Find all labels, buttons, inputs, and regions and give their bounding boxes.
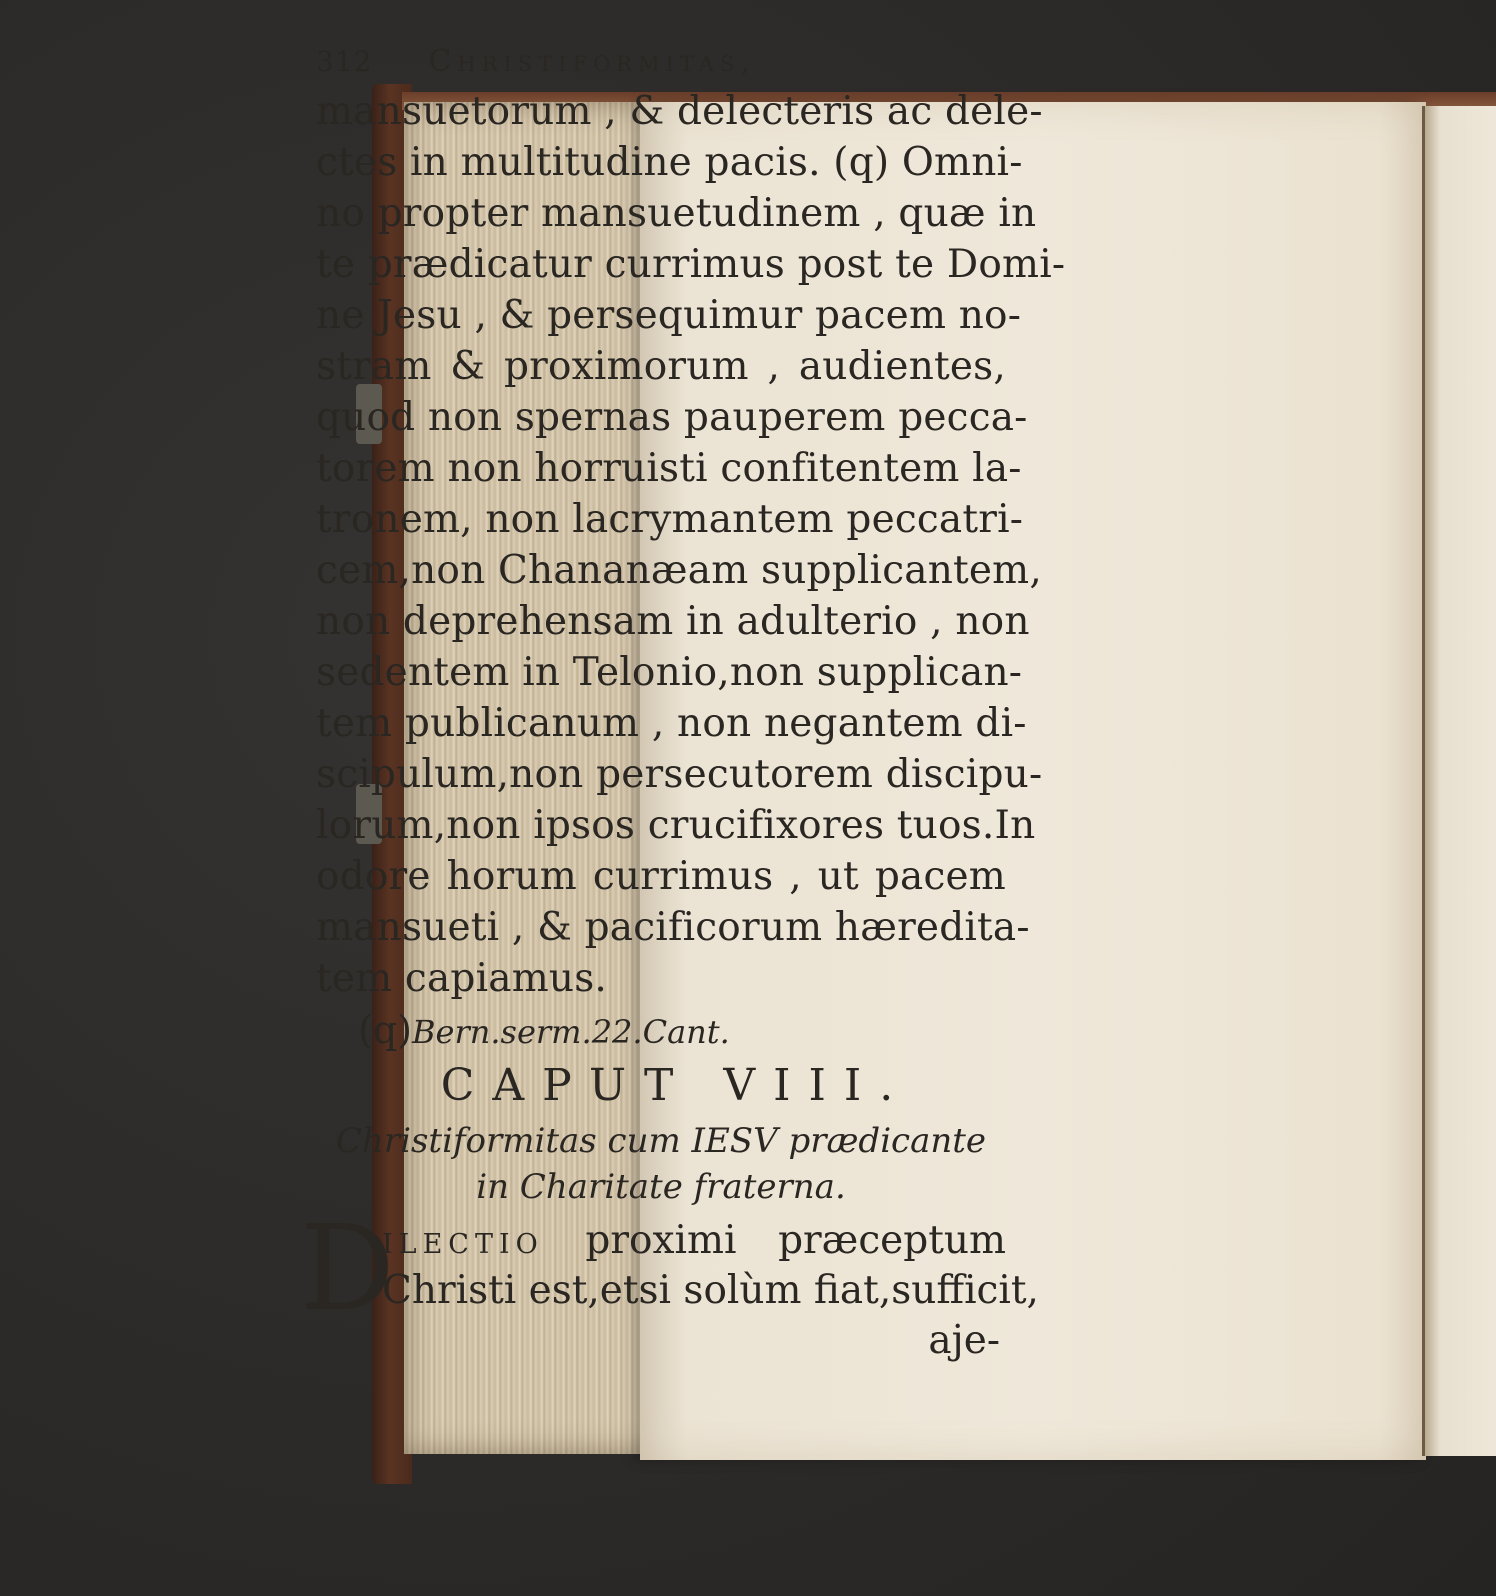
opening-line-1 <box>316 1216 1006 1266</box>
body-line: sedentem in Telonio,non supplican- <box>316 650 1023 695</box>
citation-text: Bern.serm.22.Cant. <box>411 1013 730 1051</box>
body-line: cem,non Chananæam supplicantem, <box>316 548 1042 593</box>
running-head <box>316 44 1006 86</box>
chapter-subtitle-line-1: Christiformitas cum IESV prædicante <box>335 1121 987 1161</box>
body-line: odore horum currimus , ut pacem <box>316 854 1006 899</box>
opening-line-2: Christi est,etsi solùm fiat,sufficit, <box>382 1268 1039 1313</box>
catchword: aje- <box>928 1318 1000 1363</box>
facing-page-edge <box>1422 106 1496 1456</box>
body-line: scipulum,non persecutorem discipu- <box>316 752 1043 797</box>
running-head-title: Christiformitas, <box>428 44 756 79</box>
body-text <box>316 86 1066 1004</box>
body-line: tem publicanum , non negantem di- <box>316 701 1027 746</box>
body-line: ctes in multitudine pacis. (q) Omni- <box>316 140 1023 185</box>
body-line: quod non spernas pauperem pecca- <box>316 395 1028 440</box>
body-line: stram & proximorum , audientes, <box>316 344 1006 389</box>
page-text <box>300 44 1066 1366</box>
body-line: torem non horruisti confitentem la- <box>316 446 1022 491</box>
body-line: mansuetorum , & delecteris ac dele- <box>316 89 1043 134</box>
chapter-subtitle-line-2: in Charitate fraterna. <box>476 1167 846 1207</box>
opening-line-1-rest: proximi præceptum <box>585 1218 1006 1263</box>
citation-mark: (q) <box>358 1008 412 1052</box>
opening-paragraph <box>300 1199 1039 1337</box>
body-line: tem capiamus. <box>316 956 608 1001</box>
body-line: ne Jesu , & persequimur pacem no- <box>316 293 1022 338</box>
body-line: non deprehensam in adulterio , non <box>316 599 1030 644</box>
opening-smallcaps: ilectio <box>382 1218 544 1263</box>
drop-cap: D <box>300 1199 395 1337</box>
chapter-title: CAPUT VIII. <box>440 1060 912 1111</box>
body-line: tronem, non lacrymantem peccatri- <box>316 497 1024 542</box>
page-number: 312 <box>316 45 373 78</box>
body-line: lorum,non ipsos crucifixores tuos.In <box>316 803 1036 848</box>
body-line: te prædicatur currimus post te Domi- <box>316 242 1066 287</box>
body-line: mansueti , & pacificorum hæredita- <box>316 905 1030 950</box>
citation-note <box>316 1004 1006 1058</box>
body-line: no propter mansuetudinem , quæ in <box>316 191 1037 236</box>
